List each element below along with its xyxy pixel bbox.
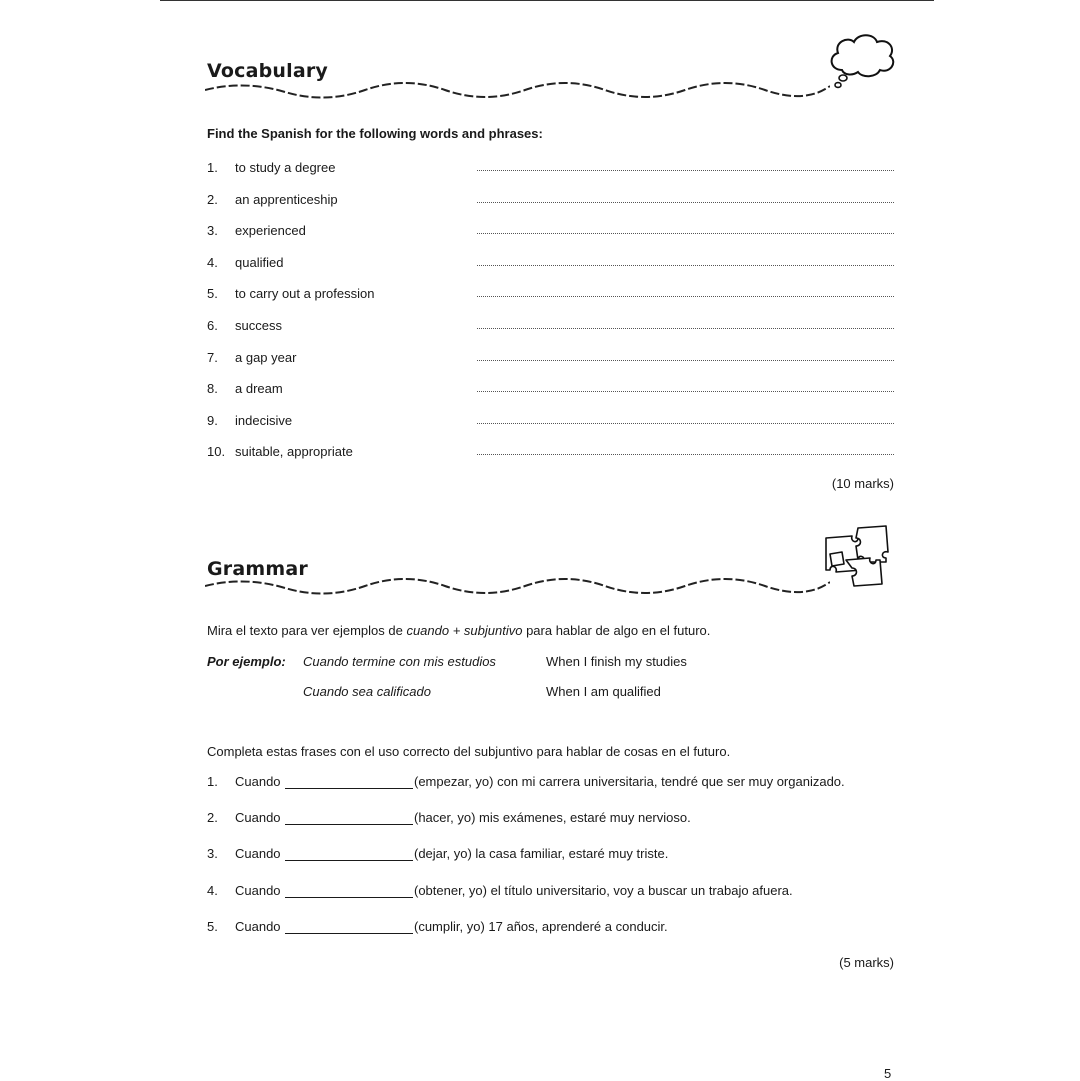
grammar-intro bbox=[207, 623, 710, 639]
answer-blank[interactable] bbox=[285, 774, 413, 789]
grammar-instruction: Completa estas frases con el uso correcto del subjuntivo para hablar de cosas en el futuro. bbox=[207, 744, 731, 759]
item-number: 4. bbox=[207, 254, 218, 270]
grammar-item bbox=[207, 774, 907, 810]
vocabulary-marks: (10 marks) bbox=[831, 476, 894, 491]
page-number: 5 bbox=[884, 1066, 892, 1081]
vocabulary-item bbox=[207, 158, 894, 190]
vocabulary-item bbox=[207, 253, 894, 285]
vocabulary-list bbox=[207, 158, 894, 474]
vocabulary-item bbox=[207, 411, 894, 443]
item-number: 2. bbox=[207, 191, 218, 207]
example-english: When I am qualified bbox=[546, 684, 661, 699]
grammar-title: Grammar bbox=[207, 558, 308, 580]
vocabulary-term: qualified bbox=[235, 254, 284, 270]
vocabulary-term: a dream bbox=[235, 381, 283, 397]
sentence-start: Cuando bbox=[235, 882, 281, 898]
item-number: 1. bbox=[207, 160, 218, 175]
item-number: 2. bbox=[207, 810, 218, 826]
grammar-marks: (5 marks) bbox=[839, 955, 894, 970]
sentence-rest: (empezar, yo) con mi carrera universitaria, tendré que ser muy organizado. bbox=[414, 774, 845, 789]
answer-line[interactable] bbox=[477, 454, 894, 455]
vocabulary-wavy-divider bbox=[205, 80, 830, 100]
grammar-item bbox=[207, 810, 907, 846]
answer-line[interactable] bbox=[477, 233, 894, 234]
sentence-start: Cuando bbox=[235, 810, 281, 826]
vocabulary-item bbox=[207, 284, 894, 316]
vocabulary-term: suitable, appropriate bbox=[235, 444, 353, 460]
answer-line[interactable] bbox=[477, 265, 894, 266]
example-label: Por ejemplo: bbox=[207, 654, 286, 669]
vocabulary-term: success bbox=[235, 317, 282, 333]
answer-line[interactable] bbox=[477, 391, 894, 392]
answer-line[interactable] bbox=[477, 328, 894, 329]
answer-blank[interactable] bbox=[285, 919, 413, 934]
item-number: 5. bbox=[207, 918, 218, 934]
answer-line[interactable] bbox=[477, 202, 894, 203]
vocabulary-term: a gap year bbox=[235, 349, 297, 365]
answer-blank[interactable] bbox=[285, 810, 413, 825]
vocabulary-term: to study a degree bbox=[235, 160, 336, 175]
answer-line[interactable] bbox=[477, 296, 894, 297]
item-number: 10. bbox=[207, 444, 226, 460]
sentence-start: Cuando bbox=[235, 774, 281, 789]
example-spanish: Cuando termine con mis estudios bbox=[303, 654, 496, 669]
sentence-rest: (cumplir, yo) 17 años, aprenderé a conducir. bbox=[414, 918, 668, 934]
vocabulary-item bbox=[207, 348, 894, 380]
vocabulary-term: an apprenticeship bbox=[235, 191, 338, 207]
answer-blank[interactable] bbox=[285, 883, 413, 898]
vocabulary-title: Vocabulary bbox=[207, 60, 329, 82]
vocabulary-item bbox=[207, 190, 894, 222]
answer-line[interactable] bbox=[477, 360, 894, 361]
grammar-intro-text-end: para hablar de algo en el futuro. bbox=[522, 623, 711, 638]
item-number: 6. bbox=[207, 317, 218, 333]
answer-line[interactable] bbox=[477, 423, 894, 424]
sentence-rest: (obtener, yo) el título universitario, voy a buscar un trabajo afuera. bbox=[414, 882, 793, 898]
grammar-wavy-divider bbox=[205, 576, 830, 596]
answer-blank[interactable] bbox=[285, 846, 413, 861]
item-number: 7. bbox=[207, 349, 218, 365]
item-number: 4. bbox=[207, 882, 218, 898]
sentence-rest: (dejar, yo) la casa familiar, estaré muy triste. bbox=[414, 846, 669, 862]
example-spanish: Cuando sea calificado bbox=[303, 684, 431, 699]
item-number: 3. bbox=[207, 846, 218, 862]
vocabulary-item bbox=[207, 442, 894, 474]
thought-cloud-icon bbox=[822, 30, 898, 92]
grammar-exercise-list bbox=[207, 774, 907, 955]
grammar-item bbox=[207, 846, 907, 882]
top-rule bbox=[160, 0, 934, 1]
answer-line[interactable] bbox=[477, 170, 894, 171]
sentence-rest: (hacer, yo) mis exámenes, estaré muy nervioso. bbox=[414, 810, 691, 826]
vocabulary-item bbox=[207, 221, 894, 253]
vocabulary-item bbox=[207, 379, 894, 411]
grammar-intro-text: Mira el texto para ver ejemplos de bbox=[207, 623, 407, 638]
grammar-item bbox=[207, 919, 907, 955]
puzzle-pieces-icon bbox=[822, 524, 894, 588]
item-number: 3. bbox=[207, 223, 218, 239]
vocabulary-term: to carry out a profession bbox=[235, 286, 375, 302]
grammar-intro-highlight: cuando + subjuntivo bbox=[406, 623, 523, 638]
item-number: 5. bbox=[207, 286, 218, 302]
grammar-item bbox=[207, 883, 907, 919]
sentence-start: Cuando bbox=[235, 918, 281, 934]
example-english: When I finish my studies bbox=[546, 654, 687, 669]
item-number: 1. bbox=[207, 774, 218, 789]
vocabulary-term: indecisive bbox=[235, 412, 293, 428]
item-number: 9. bbox=[207, 412, 218, 428]
vocabulary-instruction: Find the Spanish for the following words and phrases: bbox=[207, 126, 543, 141]
sentence-start: Cuando bbox=[235, 846, 281, 862]
vocabulary-item bbox=[207, 316, 894, 348]
vocabulary-term: experienced bbox=[235, 223, 306, 239]
item-number: 8. bbox=[207, 381, 218, 397]
